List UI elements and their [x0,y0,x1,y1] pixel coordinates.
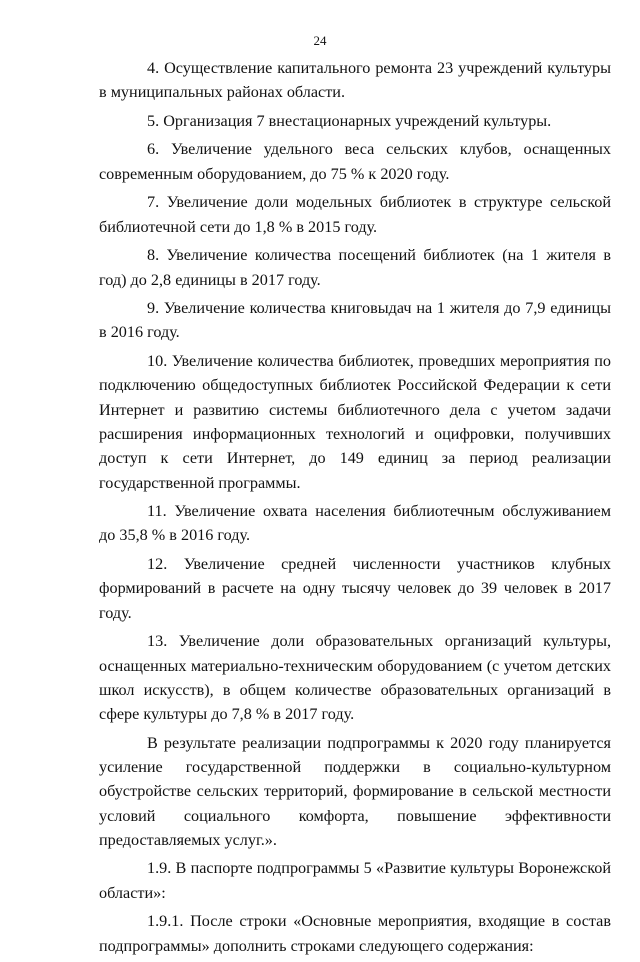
paragraph-item-8: 8. Увеличение количества посещений библиотек (на 1 жителя в год) до 2,8 единицы в 2017 году. [99,246,611,289]
paragraph-results: В результате реализации подпрограммы к 2020 году планируется усиление государственной поддержки в социально-культурном обустройстве сельских территорий, формирование в сельской местности условий социального комфорта, повышение эффективности предоставляемых услуг.». [99,733,611,849]
paragraph-item-7: 7. Увеличение доли модельных библиотек в структуре сельской библиотечной сети до 1,8 % в 2015 году. [99,193,611,236]
paragraph-item-12: 12. Увеличение средней численности участников клубных формирований в расчете на одну тысячу человек до 39 человек в 2017 году. [99,555,611,622]
paragraph-item-6: 6. Увеличение удельного веса сельских клубов, оснащенных современным оборудованием, до 75 % к 2020 году. [99,140,611,183]
paragraph-1-9-1: 1.9.1. После строки «Основные мероприятия, входящие в состав подпрограммы» дополнить строками следующего содержания: [99,912,611,955]
document-body [99,56,611,962]
paragraph-item-5: 5. Организация 7 внестационарных учреждений культуры. [147,111,552,130]
paragraph-item-11: 11. Увеличение охвата населения библиотечным обслуживанием до 35,8 % в 2016 году. [99,502,611,545]
paragraph-item-13: 13. Увеличение доли образовательных организаций культуры, оснащенных материально-техническим оборудованием (с учетом детских школ искусств), в общем количестве образовательных организаций в сфере культуры до 7,8 % в 2017 году. [99,632,611,724]
paragraph-item-10: 10. Увеличение количества библиотек, проведших мероприятия по подключению общедоступных библиотек Российской Федерации к сети Интернет и развитию системы библиотечного дела с учетом задачи расширения информационных технологий и оцифровки, получивших доступ к сети Интернет, до 149 единиц за период реализации государственной программы. [99,352,611,492]
paragraph-item-4: 4. Осуществление капитального ремонта 23 учреждений культуры в муниципальных районах области. [99,59,611,102]
paragraph-item-9: 9. Увеличение количества книговыдач на 1 жителя до 7,9 единицы в 2016 году. [99,299,611,342]
page-number: 24 [313,33,327,48]
paragraph-1-9: 1.9. В паспорте подпрограммы 5 «Развитие культуры Воронежской области»: [99,859,611,902]
